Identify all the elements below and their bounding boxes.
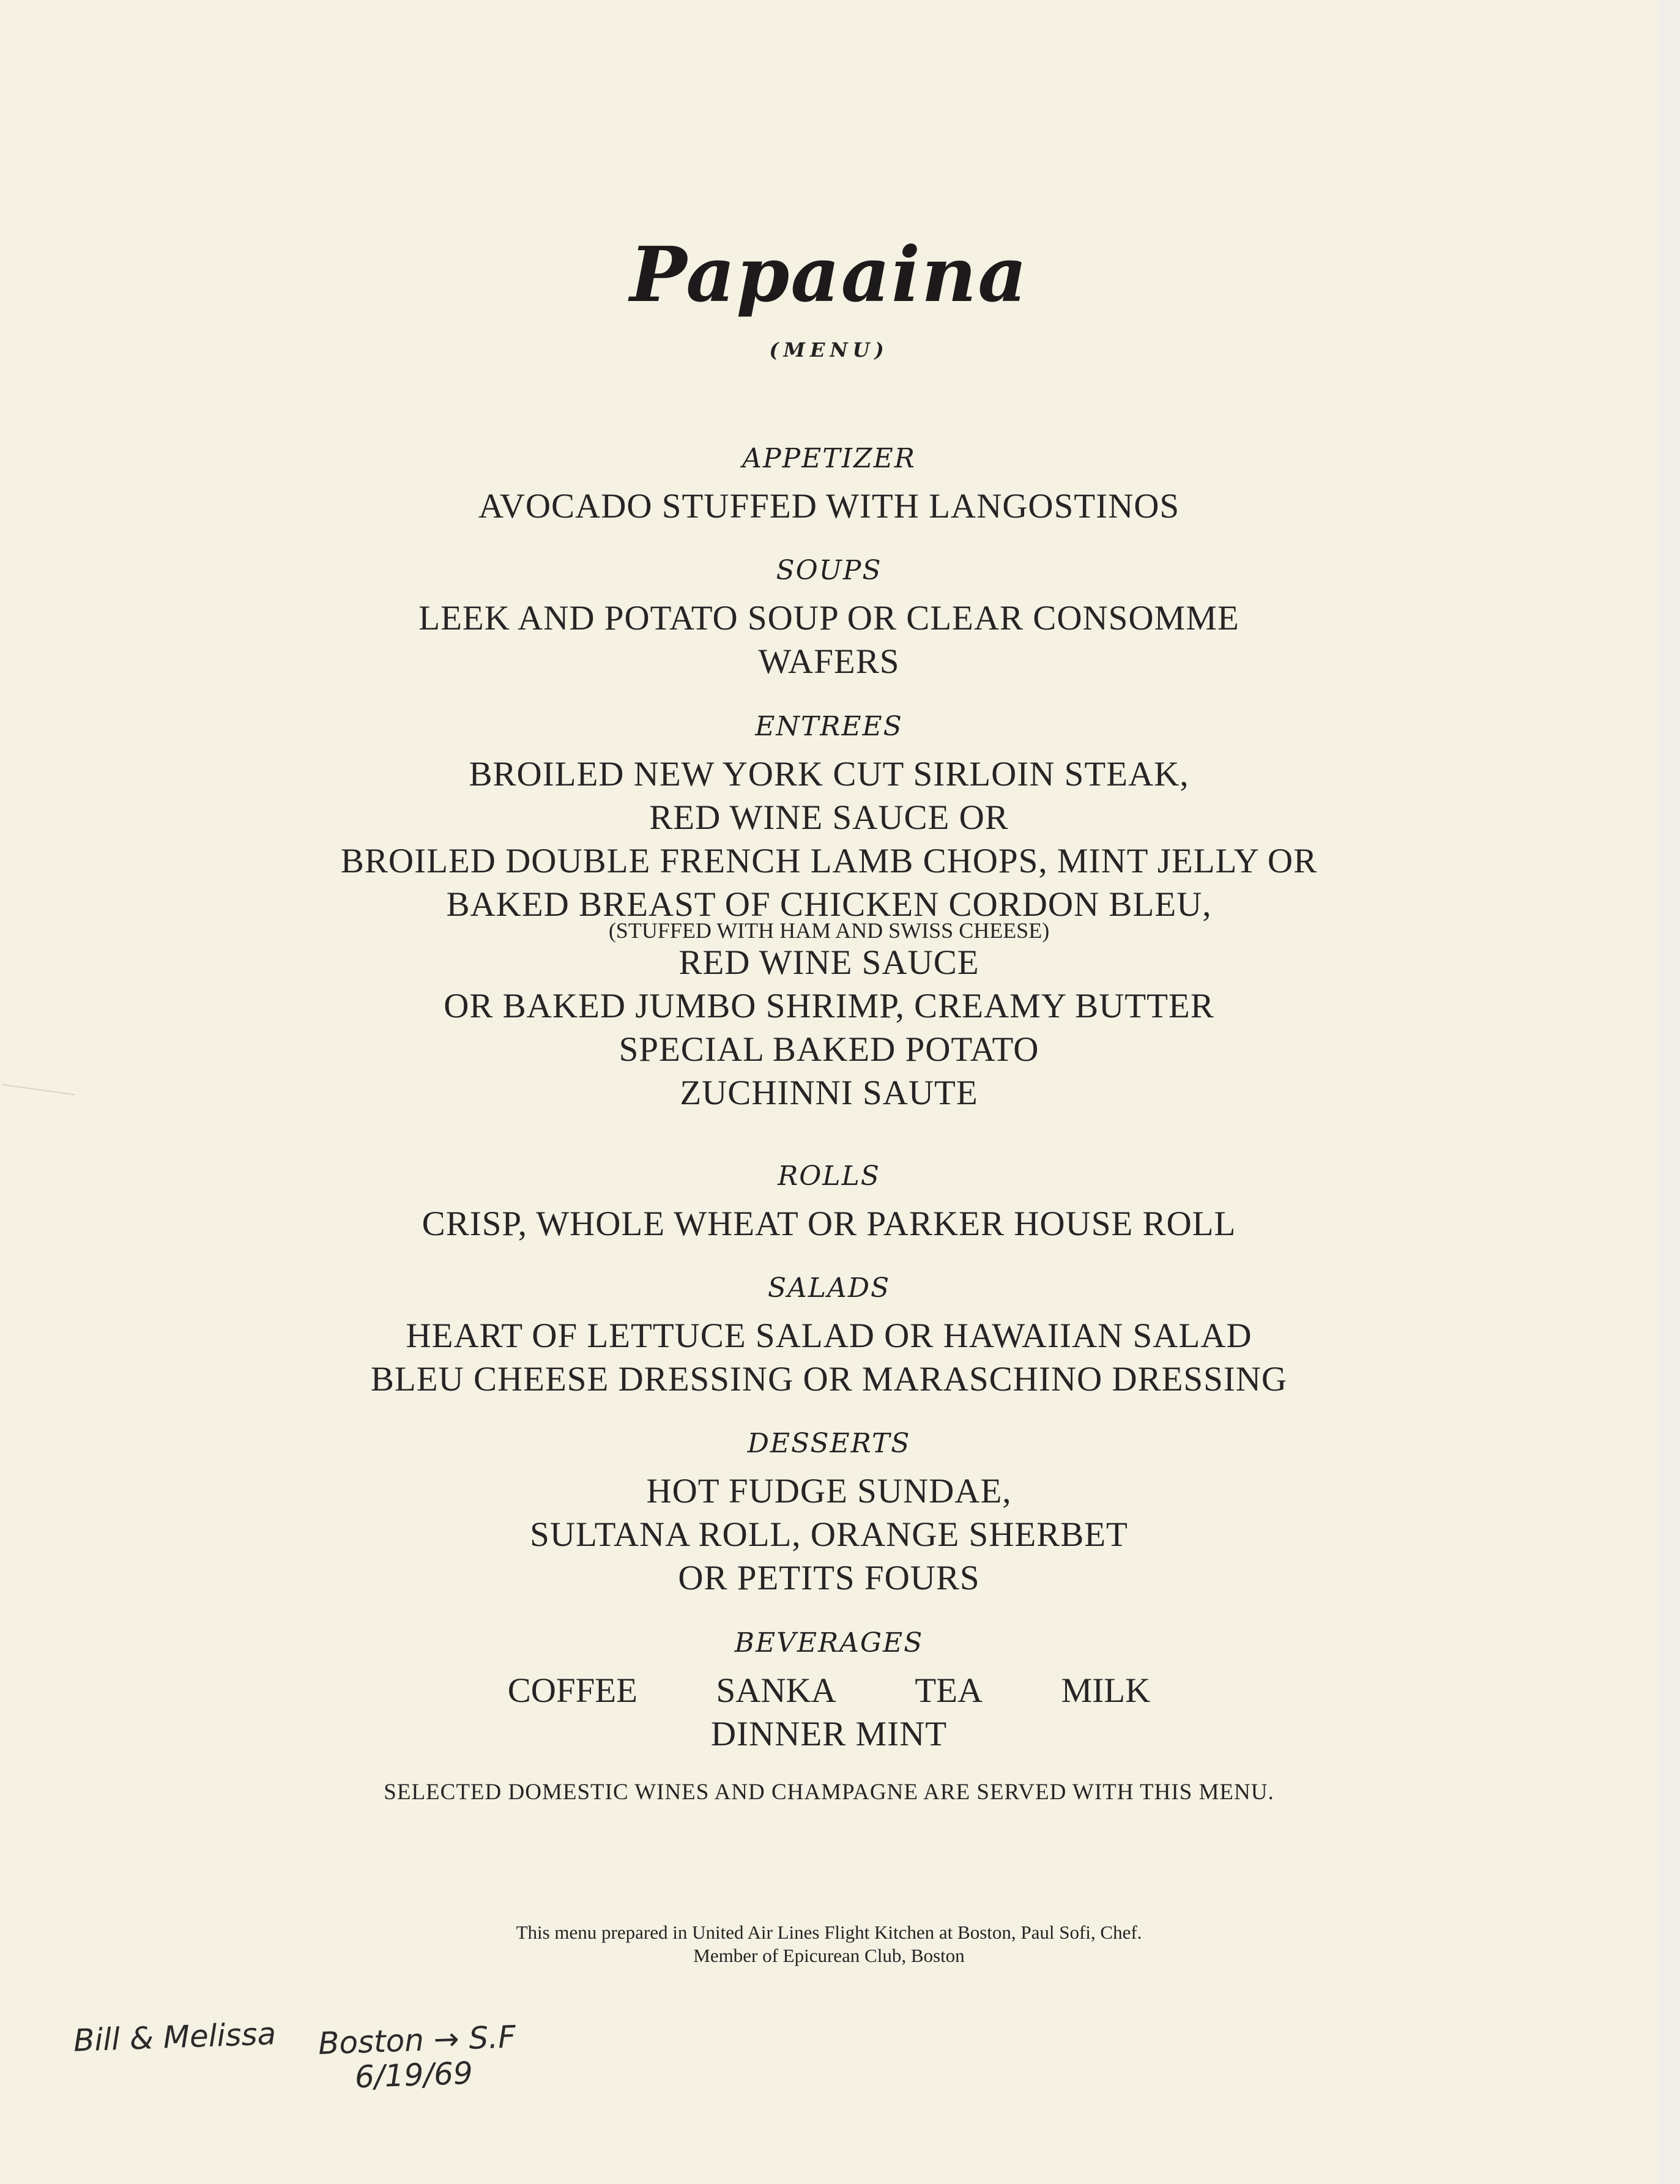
section-heading: ENTREES	[755, 711, 903, 742]
menu-item: SPECIAL BAKED POTATO	[619, 1030, 1039, 1069]
menu-item: RED WINE SAUCE OR	[649, 798, 1009, 837]
beverage-item: SANKA	[716, 1671, 836, 1710]
menu-item-note: (STUFFED WITH HAM AND SWISS CHEESE)	[608, 918, 1050, 943]
handwritten-route: Boston → S.F	[318, 2019, 516, 2062]
handwritten-date: 6/19/69	[354, 2055, 474, 2095]
menu-item: RED WINE SAUCE	[678, 943, 979, 982]
section-heading: APPETIZER	[742, 443, 916, 474]
section-salads	[0, 1271, 1658, 1401]
menu-item: ZUCHINNI SAUTE	[680, 1074, 978, 1112]
menu-footer	[0, 1921, 1658, 1967]
section-heading: SALADS	[767, 1272, 891, 1304]
menu-item: BLEU CHEESE DRESSING OR MARASCHINO DRESSING	[370, 1360, 1288, 1398]
section-desserts	[0, 1427, 1658, 1600]
menu-item: BROILED DOUBLE FRENCH LAMB CHOPS, MINT JELLY OR	[340, 842, 1318, 880]
section-heading: DESSERTS	[747, 1428, 911, 1459]
menu-item: BROILED NEW YORK CUT SIRLOIN STEAK,	[469, 755, 1189, 793]
section-heading: ROLLS	[778, 1161, 880, 1192]
handwritten-names: Bill & Melissa	[73, 2016, 277, 2059]
menu-subtitle: (MENU)	[769, 338, 889, 362]
menu-item: HEART OF LETTUCE SALAD OR HAWAIIAN SALAD	[406, 1317, 1252, 1355]
menu-item: CRISP, WHOLE WHEAT OR PARKER HOUSE ROLL	[422, 1205, 1236, 1243]
section-beverages	[0, 1626, 1658, 1756]
beverage-item: MILK	[1061, 1671, 1151, 1710]
menu-title: Papaaina	[630, 231, 1028, 319]
menu-item: OR BAKED JUMBO SHRIMP, CREAMY BUTTER	[444, 987, 1214, 1025]
footer-line-club: Member of Epicurean Club, Boston	[693, 1945, 965, 1966]
section-heading: BEVERAGES	[734, 1627, 924, 1658]
page-edge	[1658, 0, 1680, 2184]
section-soups	[0, 554, 1658, 683]
menu-item: LEEK AND POTATO SOUP OR CLEAR CONSOMME	[418, 599, 1240, 637]
menu-item: BAKED BREAST OF CHICKEN CORDON BLEU,	[446, 885, 1212, 924]
menu-item: OR PETITS FOURS	[678, 1559, 980, 1597]
menu-item: DINNER MINT	[710, 1715, 948, 1753]
menu-item: WAFERS	[758, 642, 900, 681]
section-heading: SOUPS	[776, 555, 882, 586]
beverage-item: COFFEE	[507, 1671, 637, 1710]
section-entrees	[0, 710, 1658, 1115]
beverage-row	[0, 1669, 1658, 1712]
menu-item: HOT FUDGE SUNDAE,	[646, 1472, 1012, 1510]
menu-item: AVOCADO STUFFED WITH LANGOSTINOS	[478, 487, 1180, 526]
beverage-item: TEA	[915, 1671, 983, 1710]
menu-item: SULTANA ROLL, ORANGE SHERBET	[530, 1515, 1128, 1554]
wines-note: SELECTED DOMESTIC WINES AND CHAMPAGNE ARE SERVED WITH THIS MENU.	[384, 1780, 1274, 1805]
footer-line-kitchen: This menu prepared in United Air Lines Flight Kitchen at Boston, Paul Sofi, Chef.	[516, 1922, 1142, 1943]
section-rolls	[0, 1159, 1658, 1246]
section-appetizer	[0, 442, 1658, 528]
